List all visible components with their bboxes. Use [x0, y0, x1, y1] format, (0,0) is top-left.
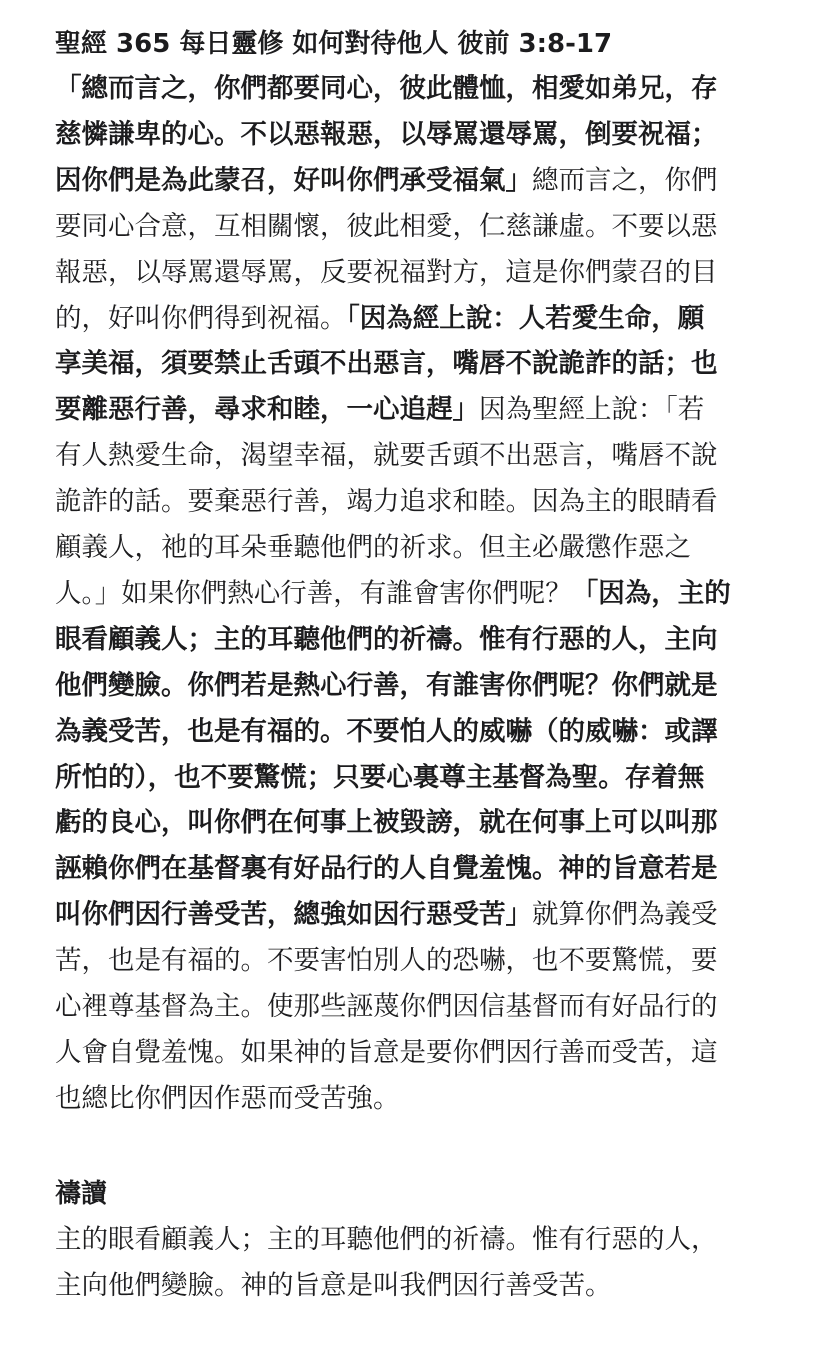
scripture-quote-text: 他們變臉。你們若是熱心行善，有誰害你們呢？你們就是: [55, 669, 718, 701]
passage-line: [55, 204, 718, 250]
paraphrase-text: 報惡，以辱罵還辱罵，反要祝福對方，這是你們蒙召的目: [55, 256, 718, 288]
paraphrase-text: 心裡尊基督為主。使那些誣蔑你們因信基督而有好品行的: [55, 991, 718, 1022]
passage-line: [55, 663, 718, 709]
passage-line: [55, 984, 718, 1030]
passage-line: [55, 1076, 400, 1122]
passage-line: [55, 571, 731, 617]
scripture-quote-text: 虧的良心，叫你們在何事上被毀謗，就在何事上可以叫那: [55, 807, 718, 839]
passage-line: [55, 296, 704, 342]
scripture-quote-text: 眼看顧義人；主的耳聽他們的祈禱。惟有行惡的人，主向: [55, 623, 718, 655]
passage-line: [55, 1030, 718, 1076]
passage-line: [55, 158, 718, 204]
passage-line: [55, 709, 718, 755]
paraphrase-text: 苦，也是有福的。不要害怕別人的恐嚇，也不要驚慌，要: [55, 945, 718, 977]
paraphrase-text: 要同心合意，互相關懷，彼此相愛，仁慈謙虛。不要以惡: [55, 210, 718, 242]
paraphrase-text: 就算你們為義受: [532, 899, 718, 931]
passage-line: [55, 938, 718, 984]
paraphrase-text: 有人熱愛生命，渴望幸福，就要舌頭不出惡言，嘴唇不說: [55, 440, 718, 472]
scripture-quote-text: 所怕的），也不要驚慌；只要心裏尊主基督為聖。存着無: [55, 761, 705, 793]
passage-line: [55, 433, 718, 479]
paraphrase-text: 總而言之，你們: [532, 164, 718, 196]
scripture-quote-text: 誣賴你們在基督裏有好品行的人自覺羞愧。神的旨意若是: [55, 853, 718, 885]
prayer-line: [55, 1263, 612, 1309]
paraphrase-text: 人會自覺羞愧。如果神的旨意是要你們因行善而受苦，這: [55, 1036, 718, 1068]
scripture-quote-text: 叫你們因行善受苦，總強如因行惡受苦」: [55, 899, 532, 931]
passage-line: [55, 479, 718, 525]
passage-line: [55, 112, 718, 158]
scripture-quote-text: 因你們是為此蒙召，好叫你們承受福氣」: [55, 164, 532, 196]
passage-line: [55, 525, 691, 571]
passage-line: [55, 387, 704, 433]
scripture-quote-text: 「因為，主的: [571, 577, 731, 609]
passage-line: [55, 846, 718, 892]
paraphrase-text: 詭詐的話。要棄惡行善，竭力追求和睦。因為主的眼睛看: [55, 486, 718, 518]
scripture-quote-text: 要離惡行善，尋求和睦，一心追趕」: [55, 394, 479, 426]
passage-line: [55, 250, 718, 296]
scripture-quote-text: 享美福，須要禁止舌頭不出惡言，嘴唇不說詭詐的話；也: [55, 348, 718, 380]
scripture-quote-text: 慈憐謙卑的心。不以惡報惡，以辱罵還辱罵，倒要祝福；: [55, 118, 718, 150]
passage-line: [55, 617, 718, 663]
scripture-quote-text: 為義受苦，也是有福的。不要怕人的威嚇（的威嚇：或譯: [55, 715, 718, 747]
scripture-quote-text: 「因為經上說：人若愛生命，願: [346, 302, 705, 334]
passage-line: [55, 892, 718, 938]
paraphrase-text: 主向他們變臉。神的旨意是叫我們因行善受苦。: [55, 1269, 612, 1301]
paraphrase-text: 因為聖經上說：「若: [479, 394, 705, 426]
passage-line: [55, 755, 704, 801]
paraphrase-text: 的，好叫你們得到祝福。: [55, 302, 347, 334]
passage-line: [55, 341, 718, 387]
passage-line: [55, 800, 718, 846]
prayer-heading: 禱讀: [55, 1179, 108, 1209]
scripture-quote-text: 「總而言之，你們都要同心，彼此體恤，相愛如弟兄，存: [55, 73, 718, 104]
paraphrase-text: 人。」如果你們熱心行善，有誰會害你們呢？: [55, 577, 572, 609]
paraphrase-text: 主的眼看顧義人；主的耳聽他們的祈禱。惟有行惡的人，: [55, 1224, 718, 1255]
paraphrase-text: 顧義人，祂的耳朵垂聽他們的祈求。但主必嚴懲作惡之: [55, 532, 691, 563]
prayer-line: [55, 1217, 718, 1263]
devotional-title: 聖經 365 每日靈修 如何對待他人 彼前 3:8-17: [55, 29, 613, 59]
paraphrase-text: 也總比你們因作惡而受苦強。: [55, 1082, 400, 1114]
passage-line: [55, 66, 718, 112]
